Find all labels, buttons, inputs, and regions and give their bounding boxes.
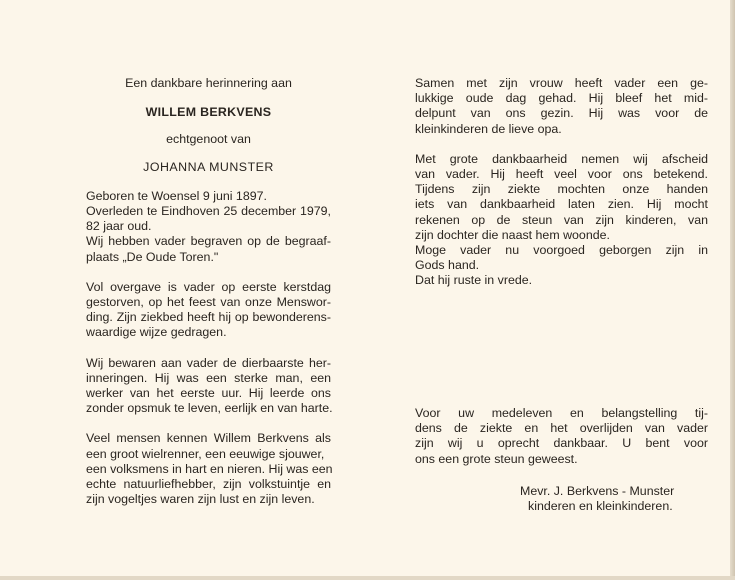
right-paragraphs xyxy=(415,76,708,289)
text-line: waardige wijze gedragen. xyxy=(86,325,227,340)
text-line: een groot wielrenner, een eeuwige sjouwer, xyxy=(86,446,325,461)
text-line: delpunt van ons gezin. Hij was voor de xyxy=(415,106,708,121)
text-line: van vader. Hij heeft veel voor ons betekend. xyxy=(415,167,708,182)
card-edge-right xyxy=(730,0,735,580)
text-line: Moge vader nu voorgoed geborgen zijn in xyxy=(415,243,708,258)
right-paragraph xyxy=(415,152,708,289)
text-line: zijn wij u oprecht dankbaar. U bent voor xyxy=(415,436,708,451)
right-paragraph xyxy=(415,76,708,137)
relation-line: echtgenoot van xyxy=(166,132,251,147)
text-line: zonder opsmuk te leven, eerlijk en van harte. xyxy=(86,401,333,416)
left-paragraph xyxy=(86,189,331,265)
text-line: rekenen op de steun van zijn kinderen, van xyxy=(415,212,708,227)
signature-line-1: Mevr. J. Berkvens - Munster xyxy=(520,484,675,498)
text-line: Wij bewaren aan vader de dierbaarste her- xyxy=(86,355,331,370)
right-column xyxy=(415,76,708,304)
text-line: Met grote dankbaarheid nemen wij afscheid xyxy=(415,151,708,166)
text-line: echte natuurliefhebber, zijn volkstuintje en xyxy=(86,477,331,492)
text-line: gestorven, op het feest van onze Menswor- xyxy=(86,295,331,310)
text-line: 82 jaar oud. xyxy=(86,219,152,234)
text-line: inneringen. Hij was een sterke man, een xyxy=(86,370,331,385)
text-line: Tijdens zijn ziekte mochten onze handen xyxy=(415,182,708,197)
text-line: Voor uw medeleven en belangstelling tij- xyxy=(415,406,708,420)
left-paragraph xyxy=(86,356,331,417)
left-paragraph xyxy=(86,431,331,507)
text-line: ding. Zijn ziekbed heeft hij op bewonderens- xyxy=(86,310,331,325)
text-line: Gods hand. xyxy=(415,258,480,273)
text-line: dens de ziekte en het overlijden van vader xyxy=(415,421,708,436)
deceased-name: WILLEM BERKVENS xyxy=(145,105,272,120)
thanks-paragraph xyxy=(415,406,708,467)
text-line: zijn dochter die naast hem woonde. xyxy=(415,227,610,242)
text-line: Wij hebben vader begraven op de begraaf- xyxy=(86,234,331,249)
text-line: Geboren te Woensel 9 juni 1897. xyxy=(86,188,267,203)
text-line: plaats „De Oude Toren." xyxy=(86,249,219,264)
intro-line: Een dankbare herinnering aan xyxy=(125,76,292,90)
text-line: Overleden te Eindhoven 25 december 1979, xyxy=(86,204,331,219)
text-line: een volksmens in hart en nieren. Hij was een xyxy=(86,461,333,476)
left-paragraphs xyxy=(86,189,331,508)
spouse-name: JOHANNA MUNSTER xyxy=(143,159,274,174)
signature-line-2: kinderen en kleinkinderen. xyxy=(528,499,673,514)
text-line: Samen met zijn vrouw heeft vader een ge- xyxy=(415,76,708,90)
signature-block xyxy=(520,484,708,514)
text-line: Vol overgave is vader op eerste kerstdag xyxy=(86,279,331,294)
text-line: ons een grote steun geweest. xyxy=(415,451,578,466)
text-line: Veel mensen kennen Willem Berkvens als xyxy=(86,431,331,446)
left-paragraph xyxy=(86,280,331,341)
text-line: lukkige oude dag gehad. Hij bleef het mid- xyxy=(415,91,708,106)
text-line: werker van het eerste uur. Hij leerde ons xyxy=(86,386,331,401)
text-line: Dat hij ruste in vrede. xyxy=(415,273,533,288)
card-edge-bottom xyxy=(0,576,735,580)
text-line: kleinkinderen de lieve opa. xyxy=(415,121,562,136)
text-line: zijn vogeltjes waren zijn lust en zijn leven. xyxy=(86,492,315,507)
text-line: iets van dankbaarheid laten zien. Hij mocht xyxy=(415,197,708,212)
left-column xyxy=(86,76,331,522)
